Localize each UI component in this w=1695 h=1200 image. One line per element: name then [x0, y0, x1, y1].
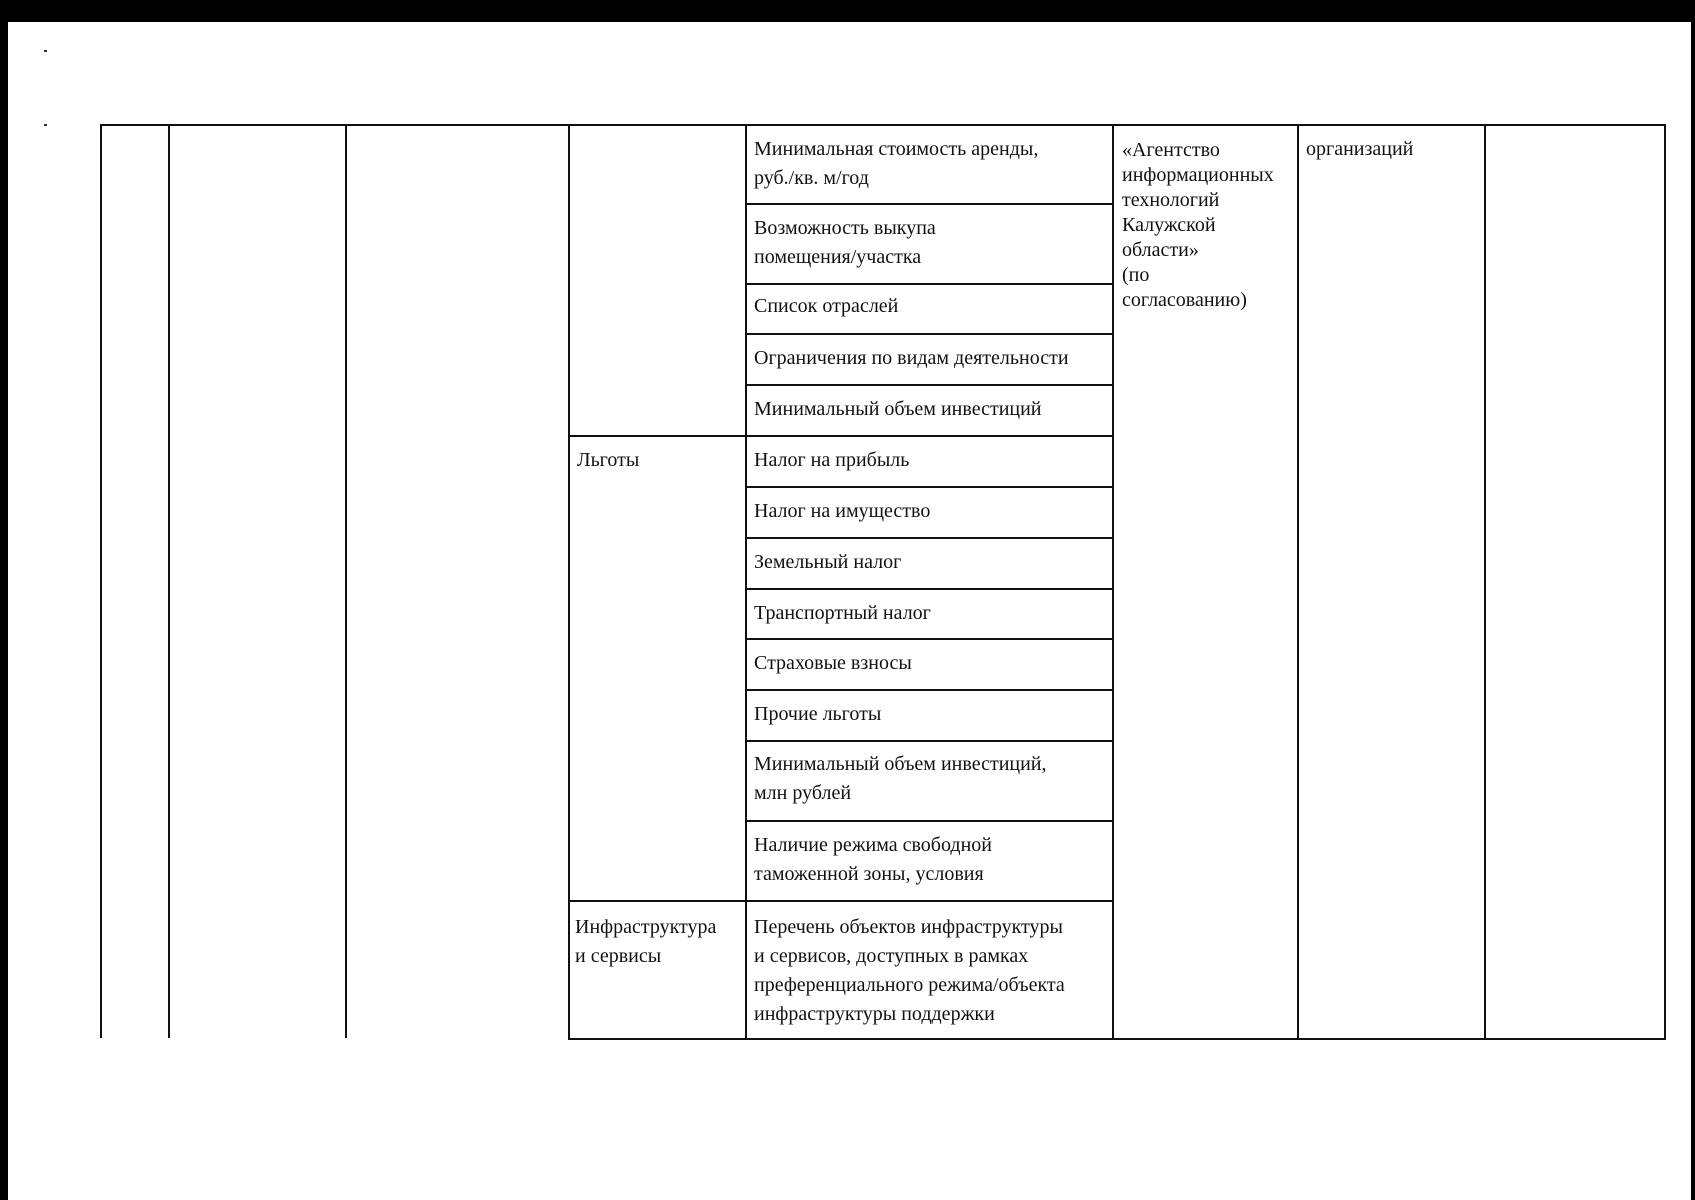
- column-line: [168, 124, 170, 1038]
- responsible-agency: «Агентство информационных технологий Калужской области» (по согласованию): [1122, 139, 1274, 311]
- row-line: [745, 283, 1114, 285]
- row-line: [568, 435, 1114, 437]
- row-line: [745, 588, 1114, 590]
- parameter-cell: Перечень объектов инфраструктуры и сервисов, доступных в рамках преференциального режима/объекта инфраструктуры поддержки: [754, 916, 1065, 1025]
- scan-border-left: [0, 22, 8, 1200]
- parameter-cell: Прочие льготы: [754, 703, 882, 725]
- parameter-cell: Наличие режима свободной таможенной зоны, условия: [754, 834, 992, 885]
- table-top-border: [100, 124, 1666, 126]
- column-line: [1664, 124, 1666, 1040]
- row-line: [745, 689, 1114, 691]
- subcategory-infrastructure: Инфраструктура и сервисы: [575, 916, 717, 967]
- parameter-cell: Страховые взносы: [754, 652, 912, 674]
- column-line: [345, 124, 347, 1038]
- row-line: [568, 900, 1114, 902]
- row-line: [745, 820, 1114, 822]
- parameter-cell: Список отраслей: [754, 295, 899, 317]
- row-line: [745, 638, 1114, 640]
- subcategory-benefits: Льготы: [577, 449, 640, 471]
- parameter-cell: Возможность выкупа помещения/участка: [754, 217, 936, 268]
- scan-border-right: [1691, 22, 1695, 1200]
- scan-speck: [44, 124, 47, 126]
- parameter-cell: Налог на имущество: [754, 500, 931, 522]
- row-line: [745, 486, 1114, 488]
- column-line: [568, 124, 570, 1040]
- column-line: [1297, 124, 1299, 1040]
- parameter-cell: Минимальная стоимость аренды, руб./кв. м/год: [754, 138, 1039, 189]
- table-bottom-border: [568, 1038, 1666, 1040]
- scan-speck: [44, 50, 47, 52]
- parameter-cell: Налог на прибыль: [754, 449, 910, 471]
- column-line: [100, 124, 102, 1038]
- organizations-cell: организаций: [1306, 138, 1414, 160]
- row-line: [745, 740, 1114, 742]
- parameter-cell: Земельный налог: [754, 551, 902, 573]
- row-line: [745, 384, 1114, 386]
- row-line: [745, 203, 1114, 205]
- parameter-cell: Минимальный объем инвестиций, млн рублей: [754, 753, 1047, 804]
- parameter-cell: Транспортный налог: [754, 602, 931, 624]
- parameter-cell: Ограничения по видам деятельности: [754, 347, 1069, 369]
- column-line: [745, 124, 747, 1040]
- scan-border-top: [0, 0, 1695, 22]
- column-line: [1484, 124, 1486, 1040]
- row-line: [745, 537, 1114, 539]
- parameter-cell: Минимальный объем инвестиций: [754, 398, 1042, 420]
- row-line: [745, 333, 1114, 335]
- column-line: [1112, 124, 1114, 1040]
